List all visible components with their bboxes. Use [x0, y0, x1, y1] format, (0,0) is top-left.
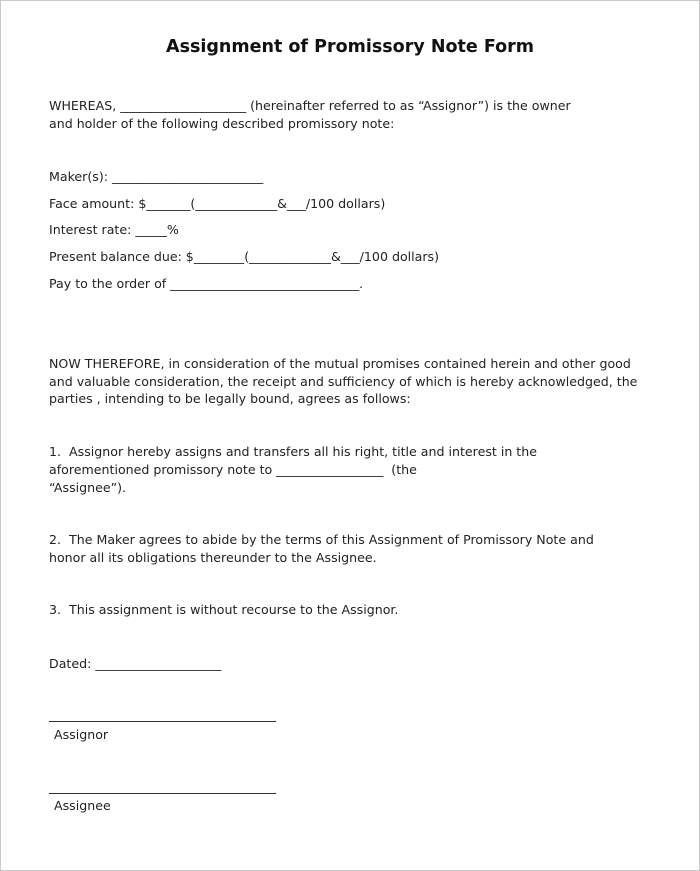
pay-to-field: Pay to the order of ______________________________.: [49, 276, 364, 291]
interest-rate-field: Interest rate: _____%: [49, 222, 179, 237]
clause-1-line-2: aforementioned promissory note to _________________ (the: [49, 462, 417, 477]
now-therefore-line-2: and valuable consideration, the receipt and sufficiency of which is hereby acknowledged, the: [49, 374, 638, 389]
assignor-signature-line: [49, 721, 276, 722]
clause-2-line-1: 2. The Maker agrees to abide by the terms of this Assignment of Promissory Note and: [49, 532, 594, 547]
whereas-line-1: WHEREAS, ____________________ (hereinafter referred to as “Assignor”) is the owner: [49, 98, 571, 113]
now-therefore-line-3: parties , intending to be legally bound, agrees as follows:: [49, 391, 411, 406]
clause-3: 3. This assignment is without recourse to the Assignor.: [49, 602, 399, 617]
clause-2-line-2: honor all its obligations thereunder to the Assignee.: [49, 550, 377, 565]
makers-field: Maker(s): ________________________: [49, 169, 264, 184]
whereas-line-2: and holder of the following described promissory note:: [49, 116, 395, 131]
dated-field: Dated: ____________________: [49, 656, 222, 671]
now-therefore-line-1: NOW THEREFORE, in consideration of the mutual promises contained herein and other good: [49, 356, 631, 371]
assignee-signature-line: [49, 793, 276, 794]
assignee-label: Assignee: [54, 798, 111, 813]
clause-1-line-1: 1. Assignor hereby assigns and transfers all his right, title and interest in the: [49, 444, 537, 459]
assignor-label: Assignor: [54, 727, 109, 742]
clause-1-line-3: “Assignee”).: [49, 480, 127, 495]
page-title: Assignment of Promissory Note Form: [166, 37, 534, 57]
face-amount-field: Face amount: $_______(_____________&___/100 dollars): [49, 196, 386, 211]
present-balance-field: Present balance due: $________(_____________&___/100 dollars): [49, 249, 440, 264]
